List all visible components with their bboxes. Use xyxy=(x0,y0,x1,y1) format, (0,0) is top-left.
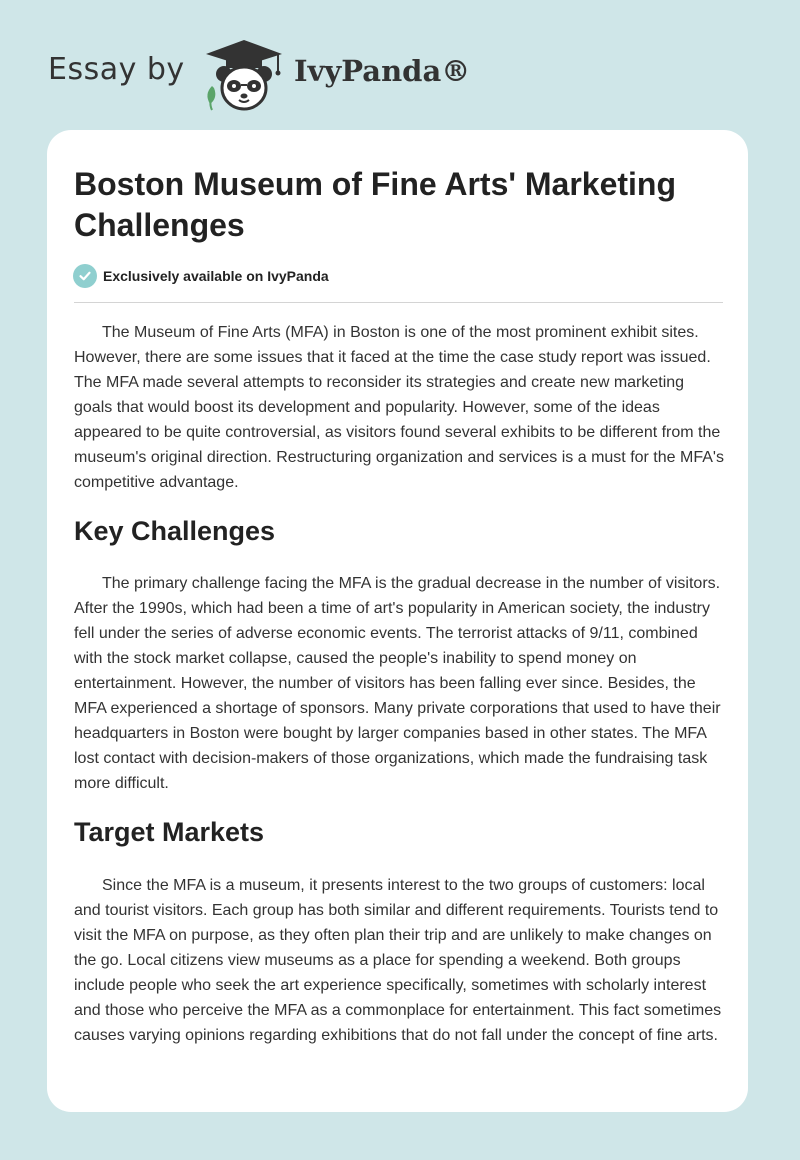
page-title: Boston Museum of Fine Arts' Marketing Challenges xyxy=(74,166,677,243)
badge-label: Exclusively available on IvyPanda xyxy=(103,268,329,284)
exclusive-badge xyxy=(73,264,329,288)
panda-graduate-logo-icon[interactable] xyxy=(202,36,286,112)
essay-card xyxy=(47,130,748,1112)
divider xyxy=(74,302,723,303)
check-icon xyxy=(73,264,97,288)
essay-by-label: Essay by xyxy=(48,52,185,87)
section-heading-target-markets: Target Markets xyxy=(74,817,265,847)
intro-paragraph: The Museum of Fine Arts (MFA) in Boston is one of the most prominent exhibit sites. However, there are some issues that it faced at the time the case study report was issued. The MFA made several attempts to reconsider its strategies and create new marketing goals that would boost its development and popularity. However, some of the ideas appeared to be quite controversial, as visitors found several exhibits to be different from the museum's original direction. Restructuring organization and services is a must for the MFA's competitive advantage. xyxy=(74,324,724,491)
brand-name[interactable]: IvyPanda® xyxy=(294,54,471,88)
site-header xyxy=(48,34,508,114)
target-markets-paragraph: Since the MFA is a museum, it presents interest to the two groups of customers: local and tourist visitors. Each group has both similar and different requirements. Tourists tend to visit the MFA on purpose, as they often plan their trip and are unlikely to make changes on the go. Local citizens view museums as a place for spending a weekend. Both groups include people who seek the art experience specifically, sometimes with scholarly interest and those who perceive the MFA as a commonplace for entertainment. This fact sometimes causes varying opinions regarding exhibitions that do not fall under the concept of fine arts. xyxy=(74,877,722,1044)
section-heading-key-challenges: Key Challenges xyxy=(74,516,276,546)
key-challenges-paragraph: The primary challenge facing the MFA is the gradual decrease in the number of visitors. After the 1990s, which had been a time of art's popularity in American society, the industry fell under the series of adverse economic events. The terrorist attacks of 9/11, combined with the stock market collapse, caused the people's inability to spend money on entertainment. However, the number of visitors has been falling ever since. Besides, the MFA experienced a shortage of sponsors. Many private corporations that used to have their headquarters in Boston were bought by larger companies based in other states. The MFA lost contact with decision-makers of those organizations, which made the fundraising task more difficult. xyxy=(74,575,721,792)
